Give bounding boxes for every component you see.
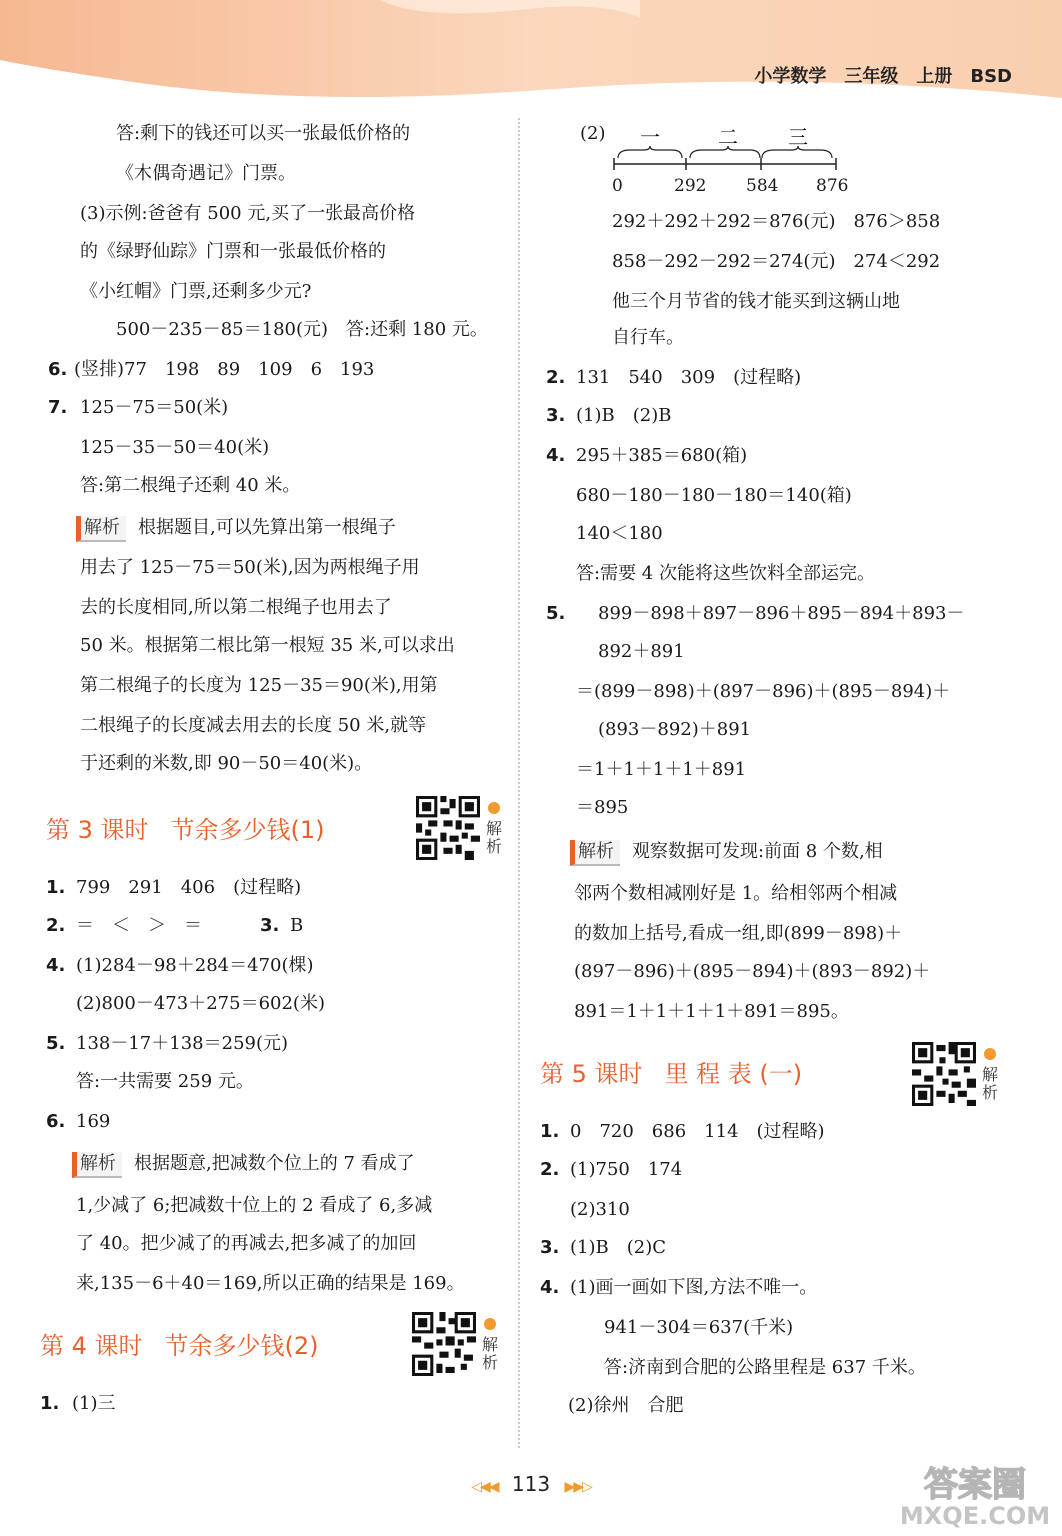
play-icon <box>488 802 500 814</box>
explanation-line: 邻两个数相减刚好是 1。给相邻两个相减 <box>574 883 898 904</box>
explanation-line: 第二根绳子的长度为 125－35＝90(米),用第 <box>80 675 438 696</box>
question-number: 4. <box>546 445 566 466</box>
answer-line: ＝895 <box>576 797 629 818</box>
left-arrows-icon: ◁◀◀ <box>471 1479 498 1495</box>
answer-line: (2)800－473＋275＝602(米) <box>76 993 325 1014</box>
explanation-line: 于还剩的米数,即 90－50＝40(米)。 <box>80 753 373 774</box>
question-number: 5. <box>546 603 566 624</box>
analysis-tag: 解析 <box>570 840 620 866</box>
answer-line: (2)徐州 合肥 <box>568 1395 684 1416</box>
analysis-tag: 解析 <box>72 1152 122 1178</box>
question-number: 4. <box>46 955 66 976</box>
question-number: 3. <box>546 405 566 426</box>
answer-line: 答:一共需要 259 元。 <box>76 1071 254 1092</box>
qr-label: 解析 <box>486 819 503 856</box>
question-number: 5. <box>46 1033 66 1054</box>
header-wave <box>0 0 1062 108</box>
answer-line: B <box>290 915 304 936</box>
text-line: 500－235－85＝180(元) 答:还剩 180 元。 <box>116 319 488 340</box>
qr-label: 解析 <box>482 1335 499 1372</box>
qr-label: 解析 <box>982 1065 999 1102</box>
answer-line: (1)三 <box>72 1393 116 1414</box>
segment-label: 二 <box>718 125 738 149</box>
text-line: 答:剩下的钱还可以买一张最低价格的 <box>116 123 411 144</box>
answer-line: 899－898＋897－896＋895－894＋893－ <box>598 603 965 624</box>
explanation-text: 根据题意,把减数个位上的 7 看成了 <box>134 1153 415 1174</box>
text-line: 的《绿野仙踪》门票和一张最低价格的 <box>80 241 386 262</box>
answer-line: 他三个月节省的钱才能买到这辆山地 <box>612 291 900 312</box>
answer-line: 131 540 309 (过程略) <box>576 367 802 388</box>
question-number: 6. <box>48 359 68 380</box>
play-icon <box>484 1318 496 1330</box>
answer-line: (1)750 174 <box>570 1159 683 1180</box>
answer-line: 941－304＝637(千米) <box>604 1317 794 1338</box>
question-number: 3. <box>540 1237 560 1258</box>
explanation-line <box>76 516 396 542</box>
answer-line: 答:第二根绳子还剩 40 米。 <box>80 475 301 496</box>
explanation-line: (897－896)＋(895－894)＋(893－892)＋ <box>574 961 931 982</box>
question-number: 1. <box>40 1393 60 1414</box>
tick-label: 292 <box>674 176 707 196</box>
answer-line: (2) <box>580 123 606 144</box>
book-title: 小学数学 三年级 上册 BSD <box>754 66 1012 87</box>
page-number: 113 <box>511 1472 551 1496</box>
answer-line: 799 291 406 (过程略) <box>76 877 302 898</box>
text-line: (3)示例:爸爸有 500 元,买了一张最高价格 <box>80 203 416 224</box>
right-arrows-icon: ▶▶▷ <box>564 1479 591 1495</box>
lesson-heading-5: 第 5 课时 里 程 表 (一) <box>540 1060 803 1088</box>
explanation-line: 50 米。根据第二根比第一根短 35 米,可以求出 <box>80 635 455 656</box>
answer-line: 答:需要 4 次能将这些饮料全部运完。 <box>576 563 875 584</box>
header-banner <box>0 0 1062 108</box>
watermark-logo <box>900 1458 1050 1530</box>
explanation-line <box>570 840 883 866</box>
explanation-line: 二根绳子的长度减去用去的长度 50 米,就等 <box>80 715 427 736</box>
answer-line: (竖排)77 198 89 109 6 193 <box>74 359 375 380</box>
tick-label: 0 <box>612 176 623 196</box>
answer-line: 169 <box>76 1111 111 1132</box>
question-number: 4. <box>540 1277 560 1298</box>
answer-line: 295＋385＝680(箱) <box>576 445 748 466</box>
analysis-tag: 解析 <box>76 516 126 542</box>
answer-line: 138－17＋138＝259(元) <box>76 1033 289 1054</box>
svg-text:MXQE.COM: MXQE.COM <box>900 1502 1050 1530</box>
answer-line: (1)B (2)B <box>576 405 672 426</box>
answer-line: 892＋891 <box>598 641 685 662</box>
explanation-line: 去的长度相同,所以第二根绳子也用去了 <box>80 597 392 618</box>
answer-line: 680－180－180－180＝140(箱) <box>576 485 852 506</box>
explanation-line <box>72 1152 415 1178</box>
answer-line: ＝1＋1＋1＋1＋891 <box>576 759 747 780</box>
text-line: 《小红帽》门票,还剩多少元? <box>80 281 312 302</box>
segment-diagram <box>610 122 850 196</box>
question-number: 7. <box>48 397 68 418</box>
explanation-line: 来,135－6＋40＝169,所以正确的结果是 169。 <box>76 1273 465 1294</box>
explanation-line: 1,少减了 6;把减数十位上的 2 看成了 6,多减 <box>76 1195 433 1216</box>
question-number: 3. <box>260 915 280 936</box>
answer-line: (1)画一画如下图,方法不唯一。 <box>570 1277 818 1298</box>
answer-line: (1)B (2)C <box>570 1237 666 1258</box>
answer-line: 125－35－50＝40(米) <box>80 437 270 458</box>
answer-line: 答:济南到合肥的公路里程是 637 千米。 <box>604 1357 926 1378</box>
question-number: 1. <box>46 877 66 898</box>
lesson-heading-3: 第 3 课时 节余多少钱(1) <box>46 816 325 844</box>
explanation-line: 了 40。把少减了的再减去,把多减了的加回 <box>76 1233 417 1254</box>
question-number: 6. <box>46 1111 66 1132</box>
qr-code-icon[interactable] <box>412 1312 476 1376</box>
answer-line: (1)284－98＋284＝470(棵) <box>76 955 314 976</box>
explanation-line: 用去了 125－75＝50(米),因为两根绳子用 <box>80 557 420 578</box>
play-icon <box>984 1048 996 1060</box>
answer-line: 292＋292＋292＝876(元) 876＞858 <box>612 211 941 232</box>
answer-line: (2)310 <box>570 1199 630 1220</box>
question-number: 2. <box>546 367 566 388</box>
tick-label: 876 <box>816 176 849 196</box>
answer-line: 0 720 686 114 (过程略) <box>570 1121 825 1142</box>
answer-line: 125－75＝50(米) <box>80 397 229 418</box>
question-number: 2. <box>46 915 66 936</box>
answer-line: 140＜180 <box>576 523 663 544</box>
answer-line: 自行车。 <box>612 327 684 348</box>
explanation-text: 根据题目,可以先算出第一根绳子 <box>138 517 396 538</box>
text-line: 《木偶奇遇记》门票。 <box>116 163 296 184</box>
qr-code-icon[interactable] <box>912 1042 976 1106</box>
segment-label: 三 <box>788 125 808 149</box>
answer-line: (893－892)＋891 <box>598 719 752 740</box>
answer-line: ＝ ＜ ＞ ＝ <box>76 915 202 936</box>
answer-line: ＝(899－898)＋(897－896)＋(895－894)＋ <box>576 681 951 702</box>
answer-line: 858－292－292＝274(元) 274＜292 <box>612 251 941 272</box>
question-number: 1. <box>540 1121 560 1142</box>
qr-code-icon[interactable] <box>416 796 480 860</box>
lesson-heading-4: 第 4 课时 节余多少钱(2) <box>40 1332 319 1360</box>
segment-label: 一 <box>640 125 660 149</box>
tick-label: 584 <box>746 176 779 196</box>
explanation-line: 的数加上括号,看成一组,即(899－898)＋ <box>574 923 903 944</box>
question-number: 2. <box>540 1159 560 1180</box>
explanation-line: 891＝1＋1＋1＋1＋891＝895。 <box>574 1001 849 1022</box>
column-divider <box>518 118 520 1448</box>
explanation-text: 观察数据可发现:前面 8 个数,相 <box>632 841 883 862</box>
svg-text:答案圈: 答案圈 <box>924 1465 1026 1505</box>
